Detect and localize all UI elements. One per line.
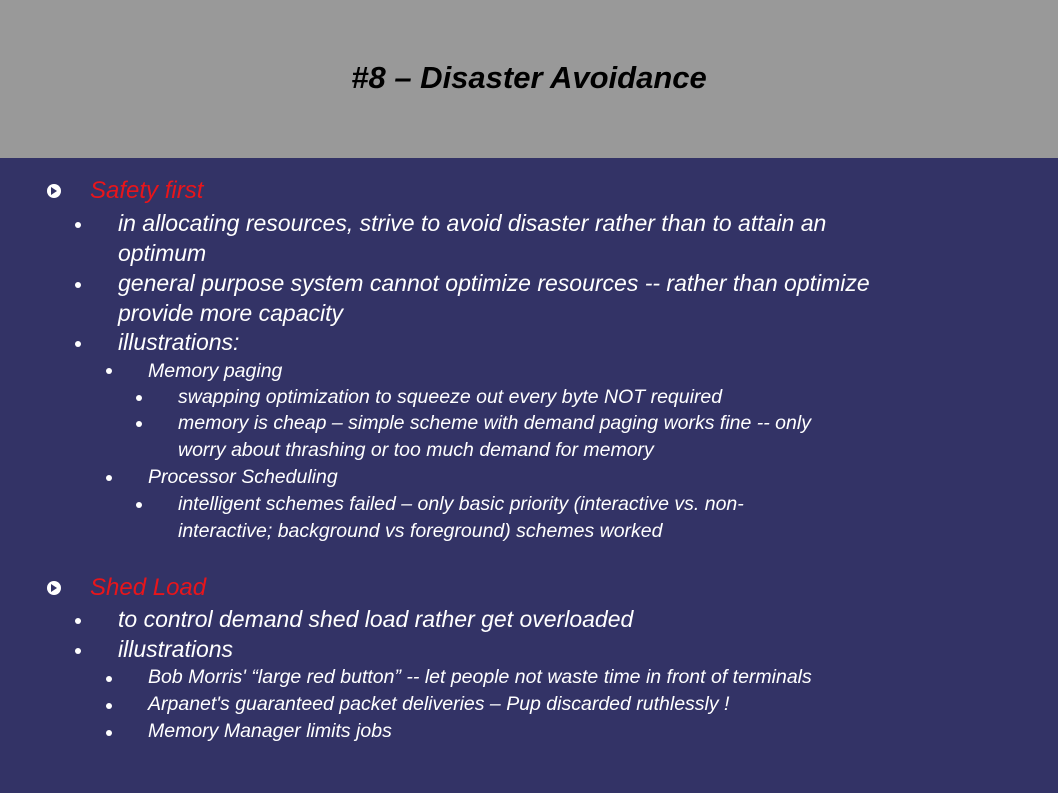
- sub-bullet-line: Processor Scheduling: [148, 466, 338, 488]
- sub-bullet-line: Bob Morris' “large red button” -- let people not waste time in front of terminals: [148, 666, 812, 688]
- bullet-dot-icon: [75, 341, 81, 347]
- arrow-bullet-icon: [47, 184, 61, 198]
- bullet-dot-icon: [106, 676, 112, 682]
- bullet-dot-icon: [106, 703, 112, 709]
- bullet-dot-icon: [75, 648, 81, 654]
- detail-line: memory is cheap – simple scheme with demand paging works fine -- only: [178, 412, 811, 434]
- sub-bullet-line: Memory paging: [148, 360, 283, 382]
- sub-bullet-line: Arpanet's guaranteed packet deliveries – Pup discarded ruthlessly !: [148, 693, 730, 715]
- bullet-dot-icon: [106, 475, 112, 481]
- sub-bullet-line: Memory Manager limits jobs: [148, 720, 392, 742]
- detail-line: swapping optimization to squeeze out every byte NOT required: [178, 386, 723, 408]
- section-heading: Shed Load: [90, 574, 207, 601]
- bullet-line: provide more capacity: [118, 300, 343, 326]
- bullet-dot-icon: [106, 730, 112, 736]
- bullet-dot-icon: [136, 421, 142, 427]
- bullet-line: in allocating resources, strive to avoid disaster rather than to attain an: [118, 210, 827, 236]
- section-heading: Safety first: [90, 177, 204, 204]
- arrow-bullet-icon: [47, 581, 61, 595]
- bullet-dot-icon: [136, 395, 142, 401]
- bullet-dot-icon: [75, 282, 81, 288]
- bullet-dot-icon: [136, 502, 142, 508]
- detail-line: interactive; background vs foreground) schemes worked: [178, 520, 663, 542]
- detail-line: worry about thrashing or too much demand for memory: [178, 439, 654, 461]
- bullet-line: illustrations:: [118, 329, 240, 355]
- bullet-dot-icon: [106, 368, 112, 374]
- bullet-line: to control demand shed load rather get overloaded: [118, 606, 634, 632]
- bullet-line: illustrations: [118, 636, 234, 662]
- bullet-line: general purpose system cannot optimize resources -- rather than optimize: [118, 270, 870, 296]
- bullet-line: optimum: [118, 240, 207, 266]
- detail-line: intelligent schemes failed – only basic priority (interactive vs. non-: [178, 493, 744, 515]
- bullet-dot-icon: [75, 618, 81, 624]
- slide-title: #8 – Disaster Avoidance: [351, 60, 707, 95]
- bullet-dot-icon: [75, 222, 81, 228]
